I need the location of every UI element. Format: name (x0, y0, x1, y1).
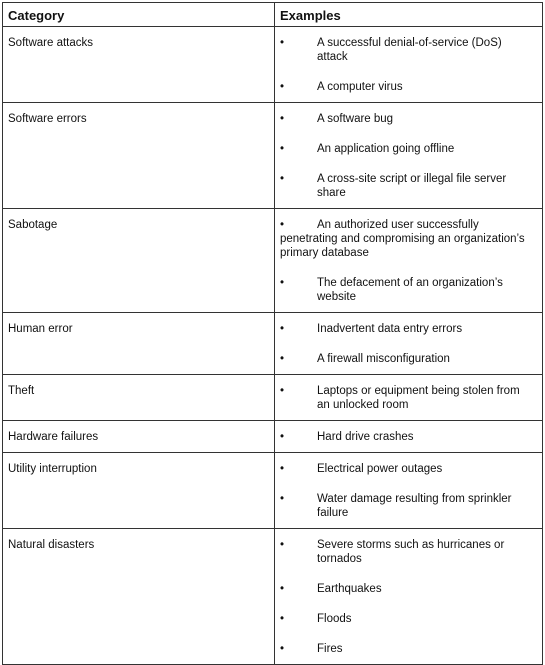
table-row (3, 453, 543, 529)
bullet-icon: • (280, 493, 285, 505)
table-row (3, 529, 543, 665)
bullet-icon: • (280, 583, 285, 595)
example-list-item (275, 384, 542, 412)
table-row (3, 27, 543, 103)
category-cell: Software attacks (3, 27, 275, 103)
bullet-icon: • (280, 113, 285, 125)
column-header-category: Category (3, 3, 275, 27)
threat-category-table (2, 2, 543, 665)
example-list-item (275, 322, 542, 336)
example-text: Electrical power outages (317, 463, 443, 475)
bullet-icon: • (280, 539, 285, 551)
table-body (3, 27, 543, 665)
category-cell: Utility interruption (3, 453, 275, 529)
example-text: Floods (317, 613, 352, 625)
example-list-item (275, 538, 542, 566)
example-list-item (275, 612, 542, 626)
bullet-icon: • (280, 277, 285, 289)
example-list-item (275, 36, 542, 64)
table-row (3, 103, 543, 209)
bullet-icon: • (280, 463, 285, 475)
examples-cell (275, 421, 543, 453)
column-header-examples: Examples (275, 3, 543, 27)
example-list-item (275, 112, 542, 126)
example-list-item (275, 80, 542, 94)
example-text: Severe storms such as hurricanes or tornados (317, 539, 505, 565)
table-row (3, 313, 543, 375)
example-list-item (275, 276, 542, 304)
bullet-icon: • (280, 353, 285, 365)
example-list-item (275, 582, 542, 596)
category-cell: Theft (3, 375, 275, 421)
table-row (3, 421, 543, 453)
header-row (3, 3, 543, 27)
table-row (3, 209, 543, 313)
example-text: A computer virus (317, 81, 403, 93)
example-text: Laptops or equipment being stolen from an unlocked room (317, 385, 520, 411)
example-text: Inadvertent data entry errors (317, 323, 463, 335)
category-cell: Software errors (3, 103, 275, 209)
example-text: Hard drive crashes (317, 431, 414, 443)
category-cell: Hardware failures (3, 421, 275, 453)
example-text: Fires (317, 643, 343, 655)
category-cell: Sabotage (3, 209, 275, 313)
examples-cell (275, 209, 543, 313)
example-text: Water damage resulting from sprinkler failure (317, 493, 512, 519)
example-text: The defacement of an organization’s website (317, 277, 503, 303)
example-list-item (275, 352, 542, 366)
example-text: A successful denial-of-service (DoS) attack (317, 37, 502, 63)
category-cell: Human error (3, 313, 275, 375)
category-cell: Natural disasters (3, 529, 275, 665)
example-text: A cross-site script or illegal file server share (317, 173, 507, 199)
bullet-icon: • (280, 323, 285, 335)
examples-cell (275, 529, 543, 665)
example-list-item (275, 492, 542, 520)
example-list-item (275, 462, 542, 476)
bullet-icon: • (280, 643, 285, 655)
examples-cell (275, 27, 543, 103)
bullet-icon: • (280, 81, 285, 93)
example-list-item (275, 430, 542, 444)
example-text: An application going offline (317, 143, 455, 155)
bullet-icon: • (280, 37, 285, 49)
examples-cell (275, 103, 543, 209)
example-text: An authorized user successfully penetrating and compromising an organization’s primary database (280, 219, 525, 259)
example-text: Earthquakes (317, 583, 382, 595)
examples-cell (275, 453, 543, 529)
example-text: A firewall misconfiguration (317, 353, 450, 365)
bullet-icon: • (280, 219, 285, 231)
bullet-icon: • (280, 173, 285, 185)
bullet-icon: • (280, 143, 285, 155)
example-list-item (275, 218, 542, 260)
example-text: A software bug (317, 113, 394, 125)
examples-cell (275, 375, 543, 421)
example-list-item (275, 142, 542, 156)
table-row (3, 375, 543, 421)
bullet-icon: • (280, 613, 285, 625)
threat-table-container (2, 2, 542, 665)
example-list-item (275, 172, 542, 200)
examples-cell (275, 313, 543, 375)
bullet-icon: • (280, 385, 285, 397)
bullet-icon: • (280, 431, 285, 443)
example-list-item (275, 642, 542, 656)
